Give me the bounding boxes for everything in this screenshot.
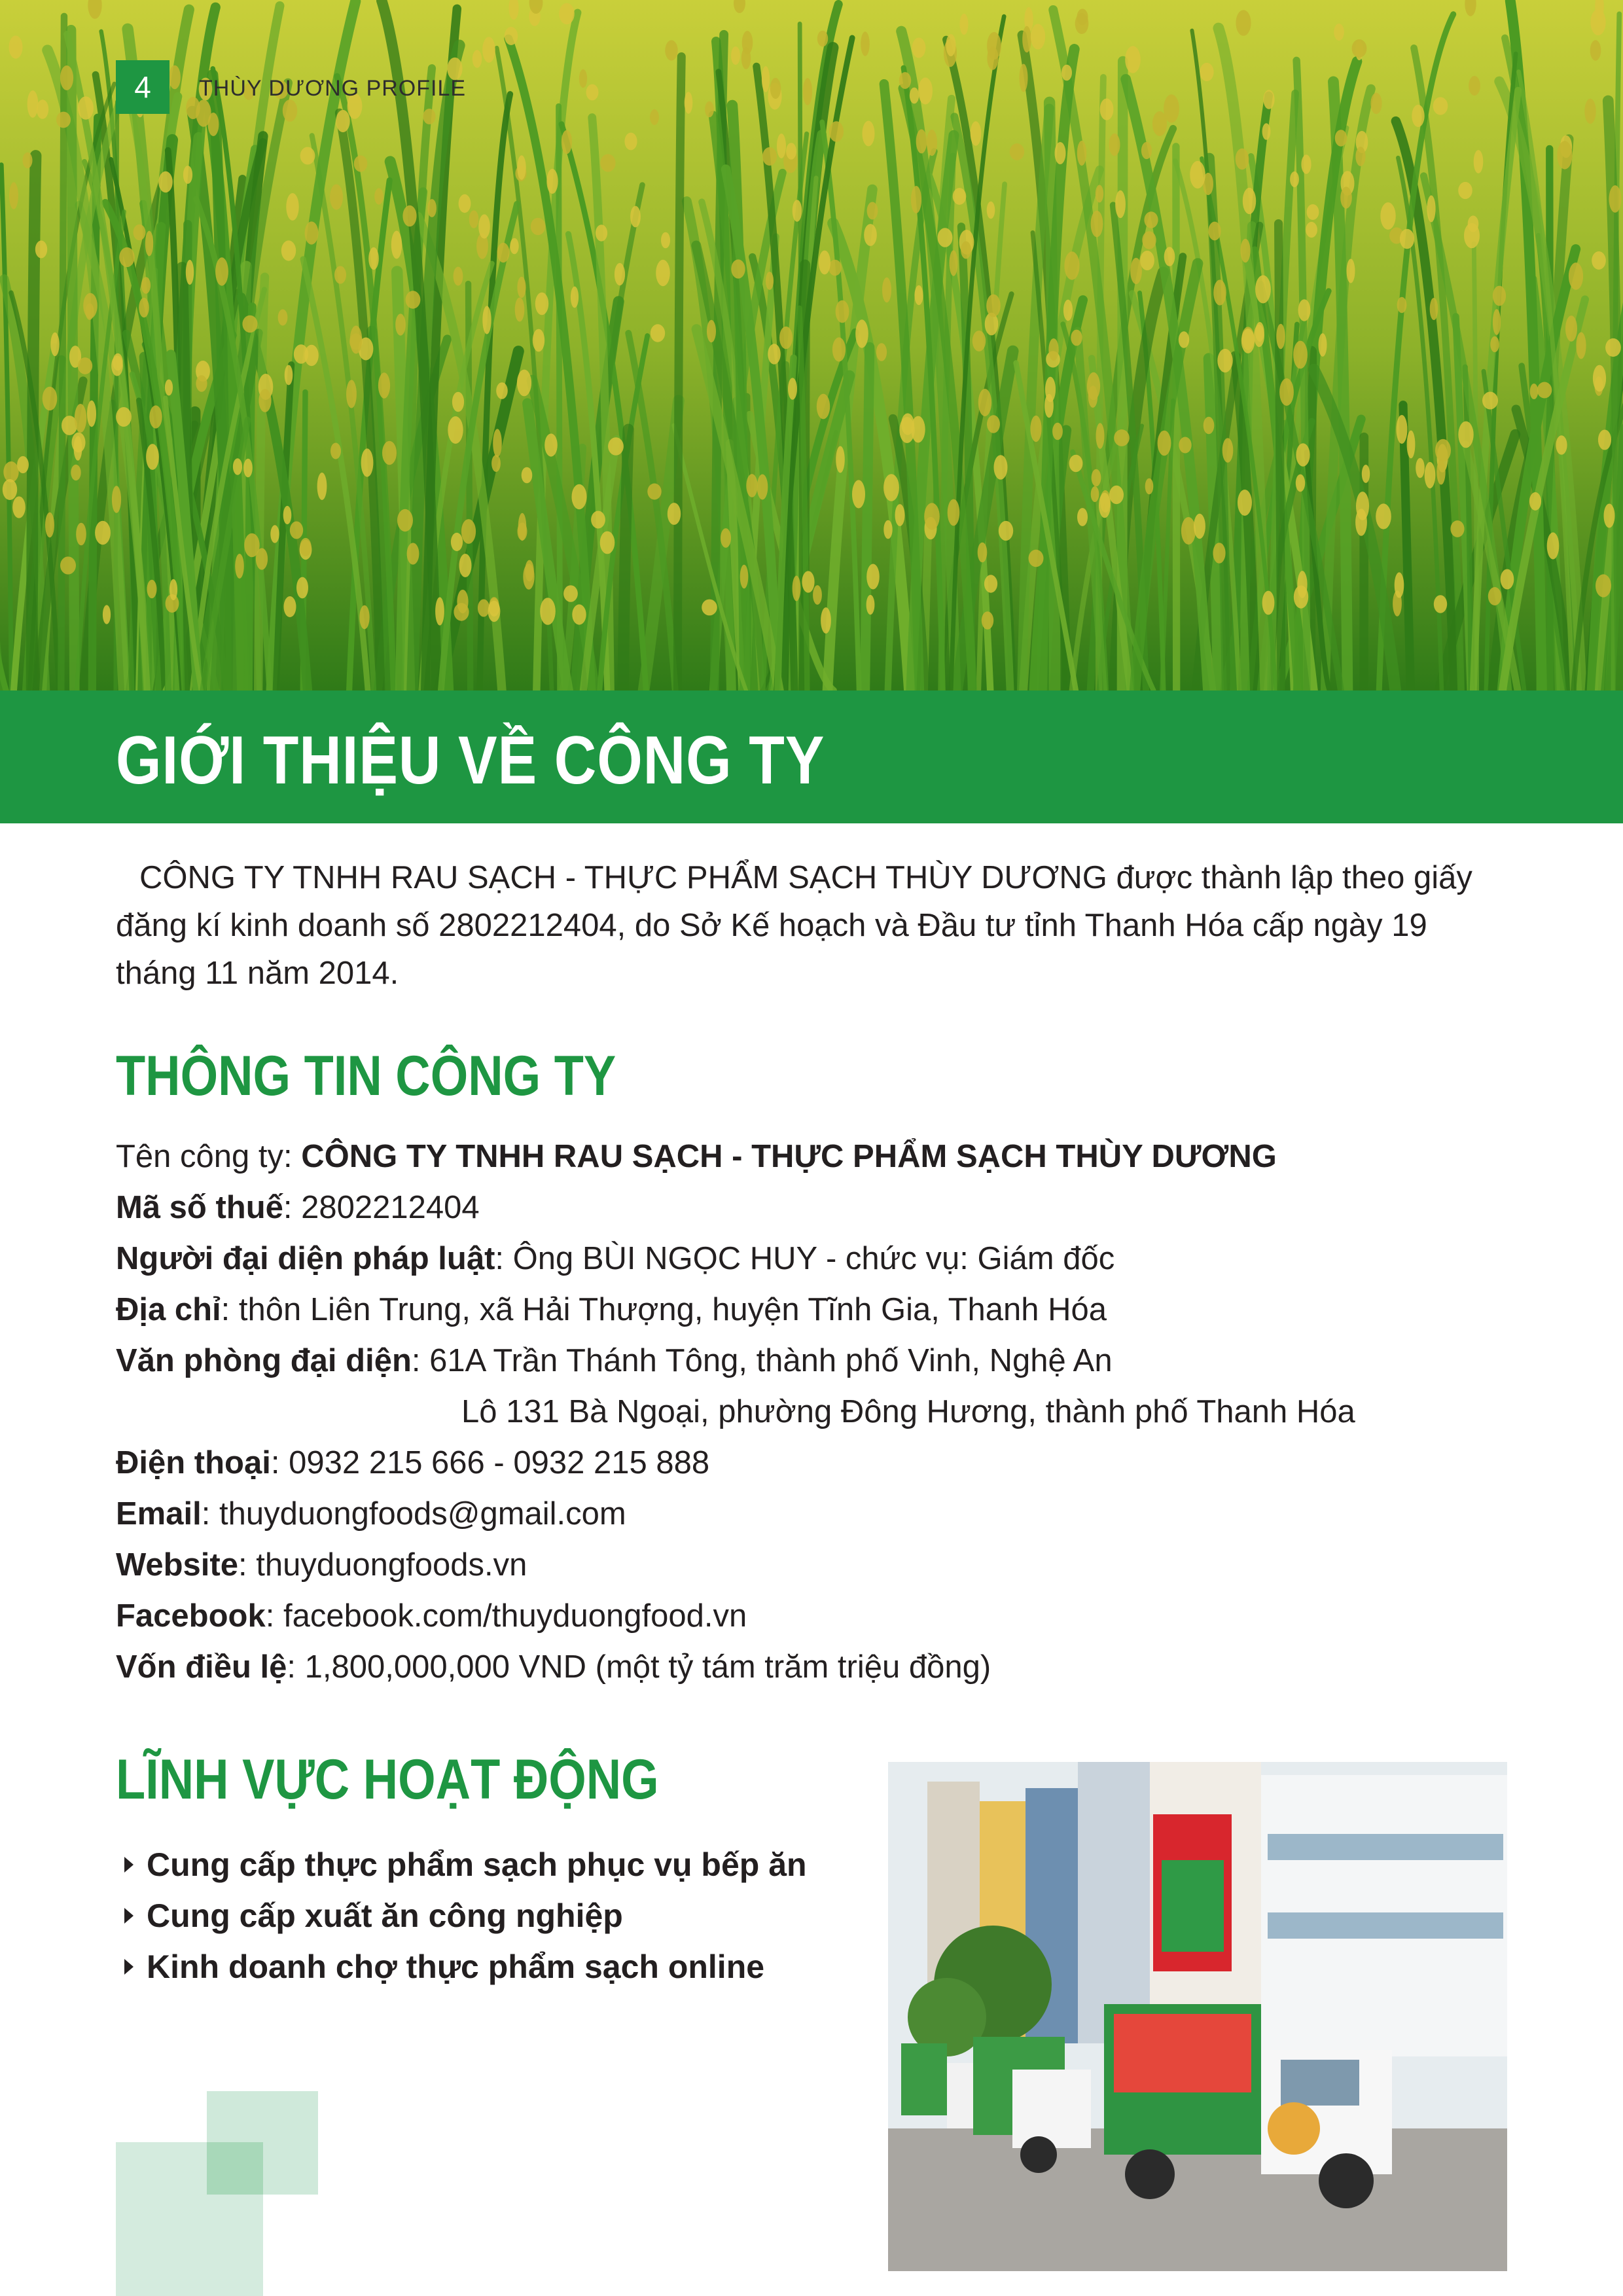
- email-label: Email: [116, 1496, 202, 1532]
- section-banner: [0, 691, 1623, 823]
- list-item: [124, 1941, 807, 1992]
- list-item-text: Cung cấp xuất ăn công nghiệp: [147, 1897, 623, 1934]
- rice-field-illustration: [0, 0, 1623, 691]
- triangle-bullet-icon: [124, 1908, 134, 1924]
- rep-value: : Ông BÙI NGỌC HUY - chức vụ: Giám đốc: [495, 1241, 1115, 1276]
- name-label: Tên công ty:: [116, 1139, 302, 1174]
- list-item: [124, 1890, 807, 1941]
- list-item-text: Kinh doanh chợ thực phẩm sạch online: [147, 1948, 765, 1985]
- info-row-name: [116, 1131, 1355, 1182]
- website-label: Website: [116, 1547, 238, 1583]
- name-value: CÔNG TY TNHH RAU SẠCH - THỰC PHẨM SẠCH THÙY DƯƠNG: [301, 1139, 1277, 1174]
- intro-text: CÔNG TY TNHH RAU SẠCH - THỰC PHẨM SẠCH THÙY DƯƠNG được thành lập theo giấy đăng kí kinh doanh số 2802212404, do Sở Kế hoạch và Đầu tư tỉnh Thanh Hóa cấp ngày 19 tháng 11 năm 2014.: [116, 860, 1472, 991]
- info-row-email: [116, 1488, 1355, 1539]
- phone-value: : 0932 215 666 - 0932 215 888: [270, 1445, 710, 1480]
- tax-value: : 2802212404: [283, 1190, 480, 1225]
- fields-list: [124, 1839, 807, 1992]
- address-label: Địa chỉ: [116, 1292, 221, 1327]
- rep-label: Người đại diện pháp luật: [116, 1241, 495, 1276]
- delivery-trucks-photo: [888, 1762, 1507, 2271]
- list-item-text: Cung cấp thực phẩm sạch phục vụ bếp ăn: [147, 1846, 807, 1883]
- facebook-value: : facebook.com/thuyduongfood.vn: [265, 1598, 747, 1634]
- running-title: THÙY DƯƠNG PROFILE: [199, 76, 467, 101]
- info-row-website: [116, 1539, 1355, 1590]
- tax-label: Mã số thuế: [116, 1190, 283, 1225]
- office-label: Văn phòng đại diện: [116, 1343, 412, 1378]
- fields-heading: LĨNH VỰC HOẠT ĐỘNG: [116, 1748, 659, 1811]
- office-value-1: : 61A Trần Thánh Tông, thành phố Vinh, Nghệ An: [411, 1343, 1113, 1378]
- info-row-tax: [116, 1182, 1355, 1233]
- facebook-label: Facebook: [116, 1598, 266, 1634]
- triangle-bullet-icon: [124, 1959, 134, 1975]
- website-value: : thuyduongfoods.vn: [238, 1547, 527, 1583]
- info-row-office: [116, 1335, 1355, 1386]
- triangle-bullet-icon: [124, 1857, 134, 1873]
- company-info-list: [116, 1131, 1355, 1693]
- capital-value: : 1,800,000,000 VND (một tỷ tám trăm triệu đồng): [287, 1649, 991, 1685]
- phone-label: Điện thoại: [116, 1445, 271, 1480]
- list-item: [124, 1839, 807, 1890]
- info-row-office-2: [116, 1386, 1355, 1437]
- page-title: GIỚI THIỆU VỀ CÔNG TY: [116, 723, 825, 798]
- capital-label: Vốn điều lệ: [116, 1649, 287, 1685]
- decorative-square-overlap: [207, 2142, 263, 2195]
- info-row-facebook: [116, 1590, 1355, 1641]
- info-row-representative: [116, 1233, 1355, 1284]
- intro-paragraph: [116, 854, 1510, 997]
- page-number-badge: 4: [116, 60, 169, 114]
- hero-rice-field-image: [0, 0, 1623, 691]
- address-value: : thôn Liên Trung, xã Hải Thượng, huyện Tĩnh Gia, Thanh Hóa: [221, 1292, 1107, 1327]
- info-row-phone: [116, 1437, 1355, 1488]
- info-row-address: [116, 1284, 1355, 1335]
- storefront-trucks-illustration: [888, 1762, 1507, 2271]
- company-info-heading: THÔNG TIN CÔNG TY: [116, 1045, 616, 1107]
- email-value: : thuyduongfoods@gmail.com: [201, 1496, 626, 1532]
- office-value-2: Lô 131 Bà Ngoại, phường Đông Hương, thành phố Thanh Hóa: [461, 1394, 1355, 1429]
- info-row-capital: [116, 1641, 1355, 1693]
